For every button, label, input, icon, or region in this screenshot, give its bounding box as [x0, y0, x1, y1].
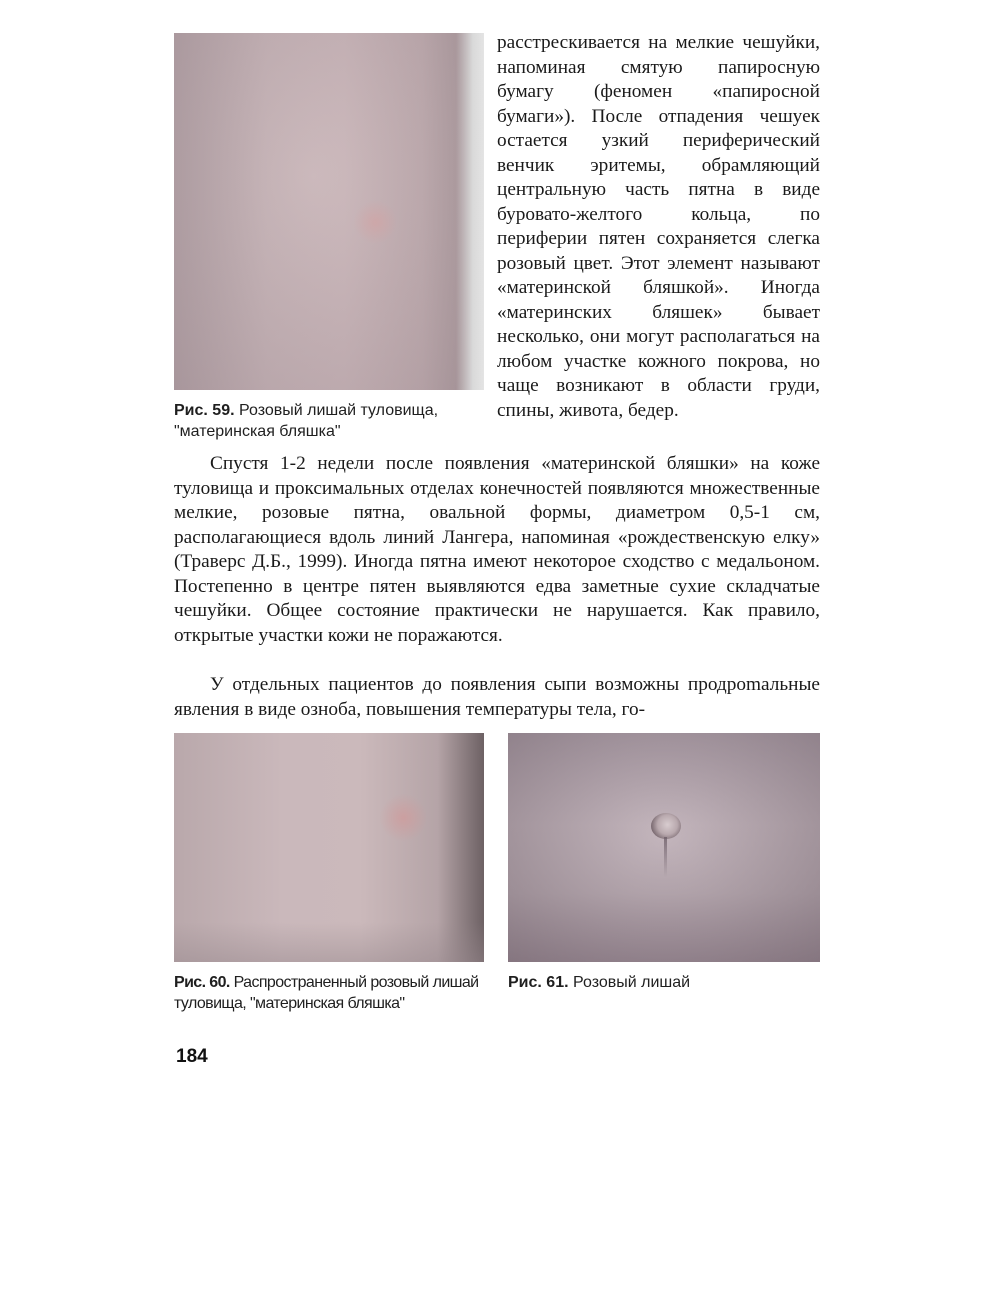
figure-60-caption-text: Распространенный розовый лишай туловища, "материнская бляшка" — [174, 974, 479, 1012]
navel-detail — [651, 813, 681, 839]
figure-60-label: Рис. 60. — [174, 974, 230, 991]
body-text-right-column: расстрескивается на мелкие чешуйки, напоминая смятую папиросную бумагу (феномен «папиросной бумаги»). После отпадения чешуек остается узкий периферический венчик эритемы, обрамляющий центральную часть пятна в виде буровато-желтого кольца, по периферии пятен сохраняется слегка розовый цвет. Этот элемент называют «материнской бляшкой». Иногда «материнских бляшек» бывает несколько, они могут располагаться на любом участке кожного покрова, но чаще возникают в области груди, спины, живота, бедер. — [497, 32, 820, 421]
figure-61-caption-text: Розовый лишай — [573, 974, 691, 991]
figure-61-caption — [508, 972, 828, 993]
page-number: 184 — [176, 1046, 208, 1067]
figure-61-photo — [508, 733, 820, 962]
figure-61-label: Рис. 61. — [508, 974, 569, 991]
figure-59-caption-text: Розовый лишай туловища, "материнская бляшка" — [174, 402, 439, 440]
navel-shadow — [664, 837, 667, 877]
body-paragraph-2: У отдельных пациентов до появления сыпи возможны продроmальные явления в виде озноба, повышения температуры тела, го- — [174, 674, 820, 720]
figure-60-photo — [174, 733, 484, 962]
figure-59-label: Рис. 59. — [174, 402, 235, 419]
figure-59-photo — [174, 33, 484, 390]
body-paragraph-1: Спустя 1-2 недели после появления «материнской бляшки» на коже туловища и проксимальных отделах конечностей появляются множественные мелкие, розовые пятна, овальной формы, диаметром 0,5-1 см, располагающиеся вдоль линий Лангера, напоминая «рождественскую елку» (Траверс Д.Б., 1999). Иногда пятна имеют некоторое сходство с медальоном. Постепенно в центре пятен выявляются едва заметные сухие складчатые чешуйки. Общее состояние практически не нарушается. Как правило, открытые участки кожи не поражаются. — [174, 453, 820, 646]
figure-59-caption — [174, 400, 494, 442]
figure-60-caption — [174, 972, 499, 1014]
